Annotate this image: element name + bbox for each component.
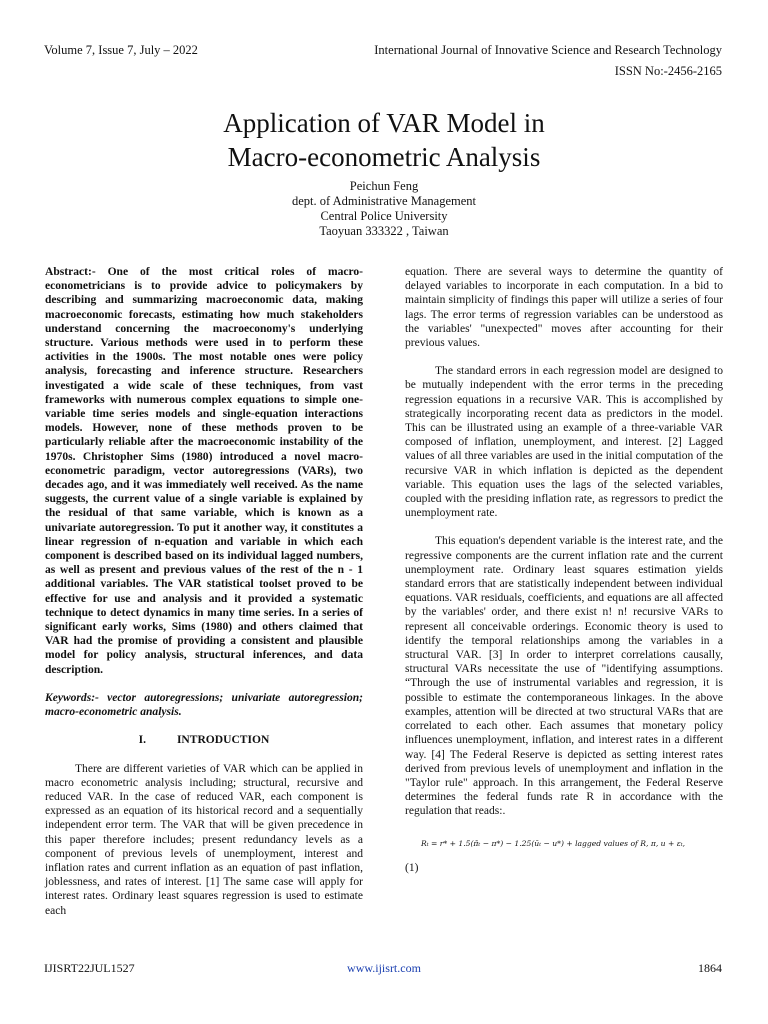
header-volume: Volume 7, Issue 7, July – 2022 (44, 43, 198, 57)
author-dept: dept. of Administrative Management (292, 194, 476, 208)
author-block (0, 179, 768, 239)
header-issn: ISSN No:-2456-2165 (614, 64, 722, 78)
right-column (405, 265, 723, 875)
author-name: Peichun Feng (349, 179, 419, 193)
footer-page-number: 1864 (698, 961, 722, 975)
header-journal: International Journal of Innovative Science and Research Technology (374, 43, 722, 57)
footer-website-link[interactable]: www.ijisrt.com (347, 961, 421, 975)
title-line-2: Macro-econometric Analysis (227, 142, 541, 173)
abstract: Abstract:- One of the most critical roles of macro-econometricians is to provide advice to policymakers by describing and summarizing macroeconomic data, making macroeconomic forecasts, estimating how much stakeholders understand concerning the macroeconomy's underlying structure. Various methods were used in to perform these activities in the 1900s. The most notable ones were policy analysis, forecasting and inference structure. Researchers investigated a wide scale of these techniques, from vast frameworks with numerous complex equations to simple one-variable time series models and single-equation interactions models. However, none of these methods proven to be particularly reliable after the macroeconomic instability of the 1970s. Christopher Sims (1980) introduced a novel macro-econometric paradigm, vector autoregressions (VARs), two decades ago, and it was immediately well received. As the name suggests, the current value of a single variable is explained by the residual of that same variable, which is known as a univariate autoregression. To put it another way, it constitutes a linear regression of n-equation and variable in which each component is described based on its individual lagged numbers, as well as present and previous values of the rest of the n - 1 additional variables. The VAR statistical toolset proved to be effective for use and analysis and it provided a systematic technique to detect dynamics in many time series. In a series of significant early works, Sims (1980) and others claimed that VAR had the promise of providing a consistent and plausible model for policy analysis, structural inferences, and data description. (45, 266, 363, 676)
title-line-1: Application of VAR Model in (223, 108, 545, 139)
keywords: Keywords:- vector autoregressions; univariate autoregression; macro-econometric analysis. (45, 691, 363, 719)
right-paragraph-2: The standard errors in each regression model are designed to be mutually independent with the error terms in the preceding regression equations in a recursive VAR. This is accomplished by strategically incorporating recent data as predictors in the model. This can be illustrated using an example of a three-variable VAR composed of inflation, unemployment, and interest. [2] Lagged values of all three variables are used in the initial computation of the recursive VAR in which inflation is depicted as the dependent variable. This equation uses the lags of the selected variables, coupled with the presiding inflation rate, as regressors to predict the unemployment rate. (405, 365, 723, 520)
intro-paragraph-1: There are different varieties of VAR which can be applied in macro econometric analysis including; structural, recursive and reduced VAR. In the case of reduced VAR, each component is expressed as an equation of its historical record and a sequentially independent error term. The VAR that will be given precedence in this paper therefore includes; present redundancy levels as a component of previous levels of unemployment, interest and inflation rates and current inflation as an equation of past inflation, joblessness, and rates of interest. [1] The same case will apply for interest rates. Ordinary least squares regression is used to estimate each (45, 762, 363, 917)
author-university: Central Police University (320, 209, 448, 223)
footer-paper-id: IJISRT22JUL1527 (44, 961, 135, 975)
equation-number: (1) (405, 861, 419, 874)
section-heading-introduction (45, 733, 363, 747)
paper-title (0, 106, 768, 174)
section-title: INTRODUCTION (176, 734, 270, 747)
left-column (45, 265, 363, 918)
author-location: Taoyuan 333322 , Taiwan (319, 224, 449, 238)
right-paragraph-1: equation. There are several ways to determine the quantity of delayed variables to incorporate in each computation. In a bid to maintain simplicity of findings this paper will utilize a series of four lags. The error terms of regression variables can be understood as the variables' "unexpected" moves after accounting for their previous values. (405, 266, 723, 350)
equation: Rₜ = r* + 1.5(π̄ₜ − π*) − 1.25(ūₜ − u*) + lagged values of R, π, u + εₜ, (421, 838, 686, 848)
section-number: I. (138, 734, 147, 747)
right-paragraph-3: This equation's dependent variable is the interest rate, and the regressive components are the current inflation rate and the current unemployment rate. Ordinary least squares estimation yields standard errors that are statistically independent between individual equations. VAR residuals, coefficients, and equations are all affected by the variables' order, and there exist n! n! recursive VARs to represent all conceivable orderings. Economic theory is used to identify the temporal relationships among the variables in a structural VAR. [3] In order to interpret correlations causally, structural VARs necessitate the use of "identifying assumptions. “Through the use of instrumental variables and regression, it is possible to estimate the contemporaneous linkages. In the above examples, attention will be directed at two structural VARs that are correlated to each other. Each assumes that monetary policy influences unemployment, inflation, and interest rates in a different way. [4] The Federal Reserve is depicted as setting interest rates derived from previous levels of unemployment and inflation in the "Taylor rule" approach. In this arrangement, the Federal Reserve determines the federal funds rate R in accordance with the regulation that reads:. (405, 535, 723, 818)
